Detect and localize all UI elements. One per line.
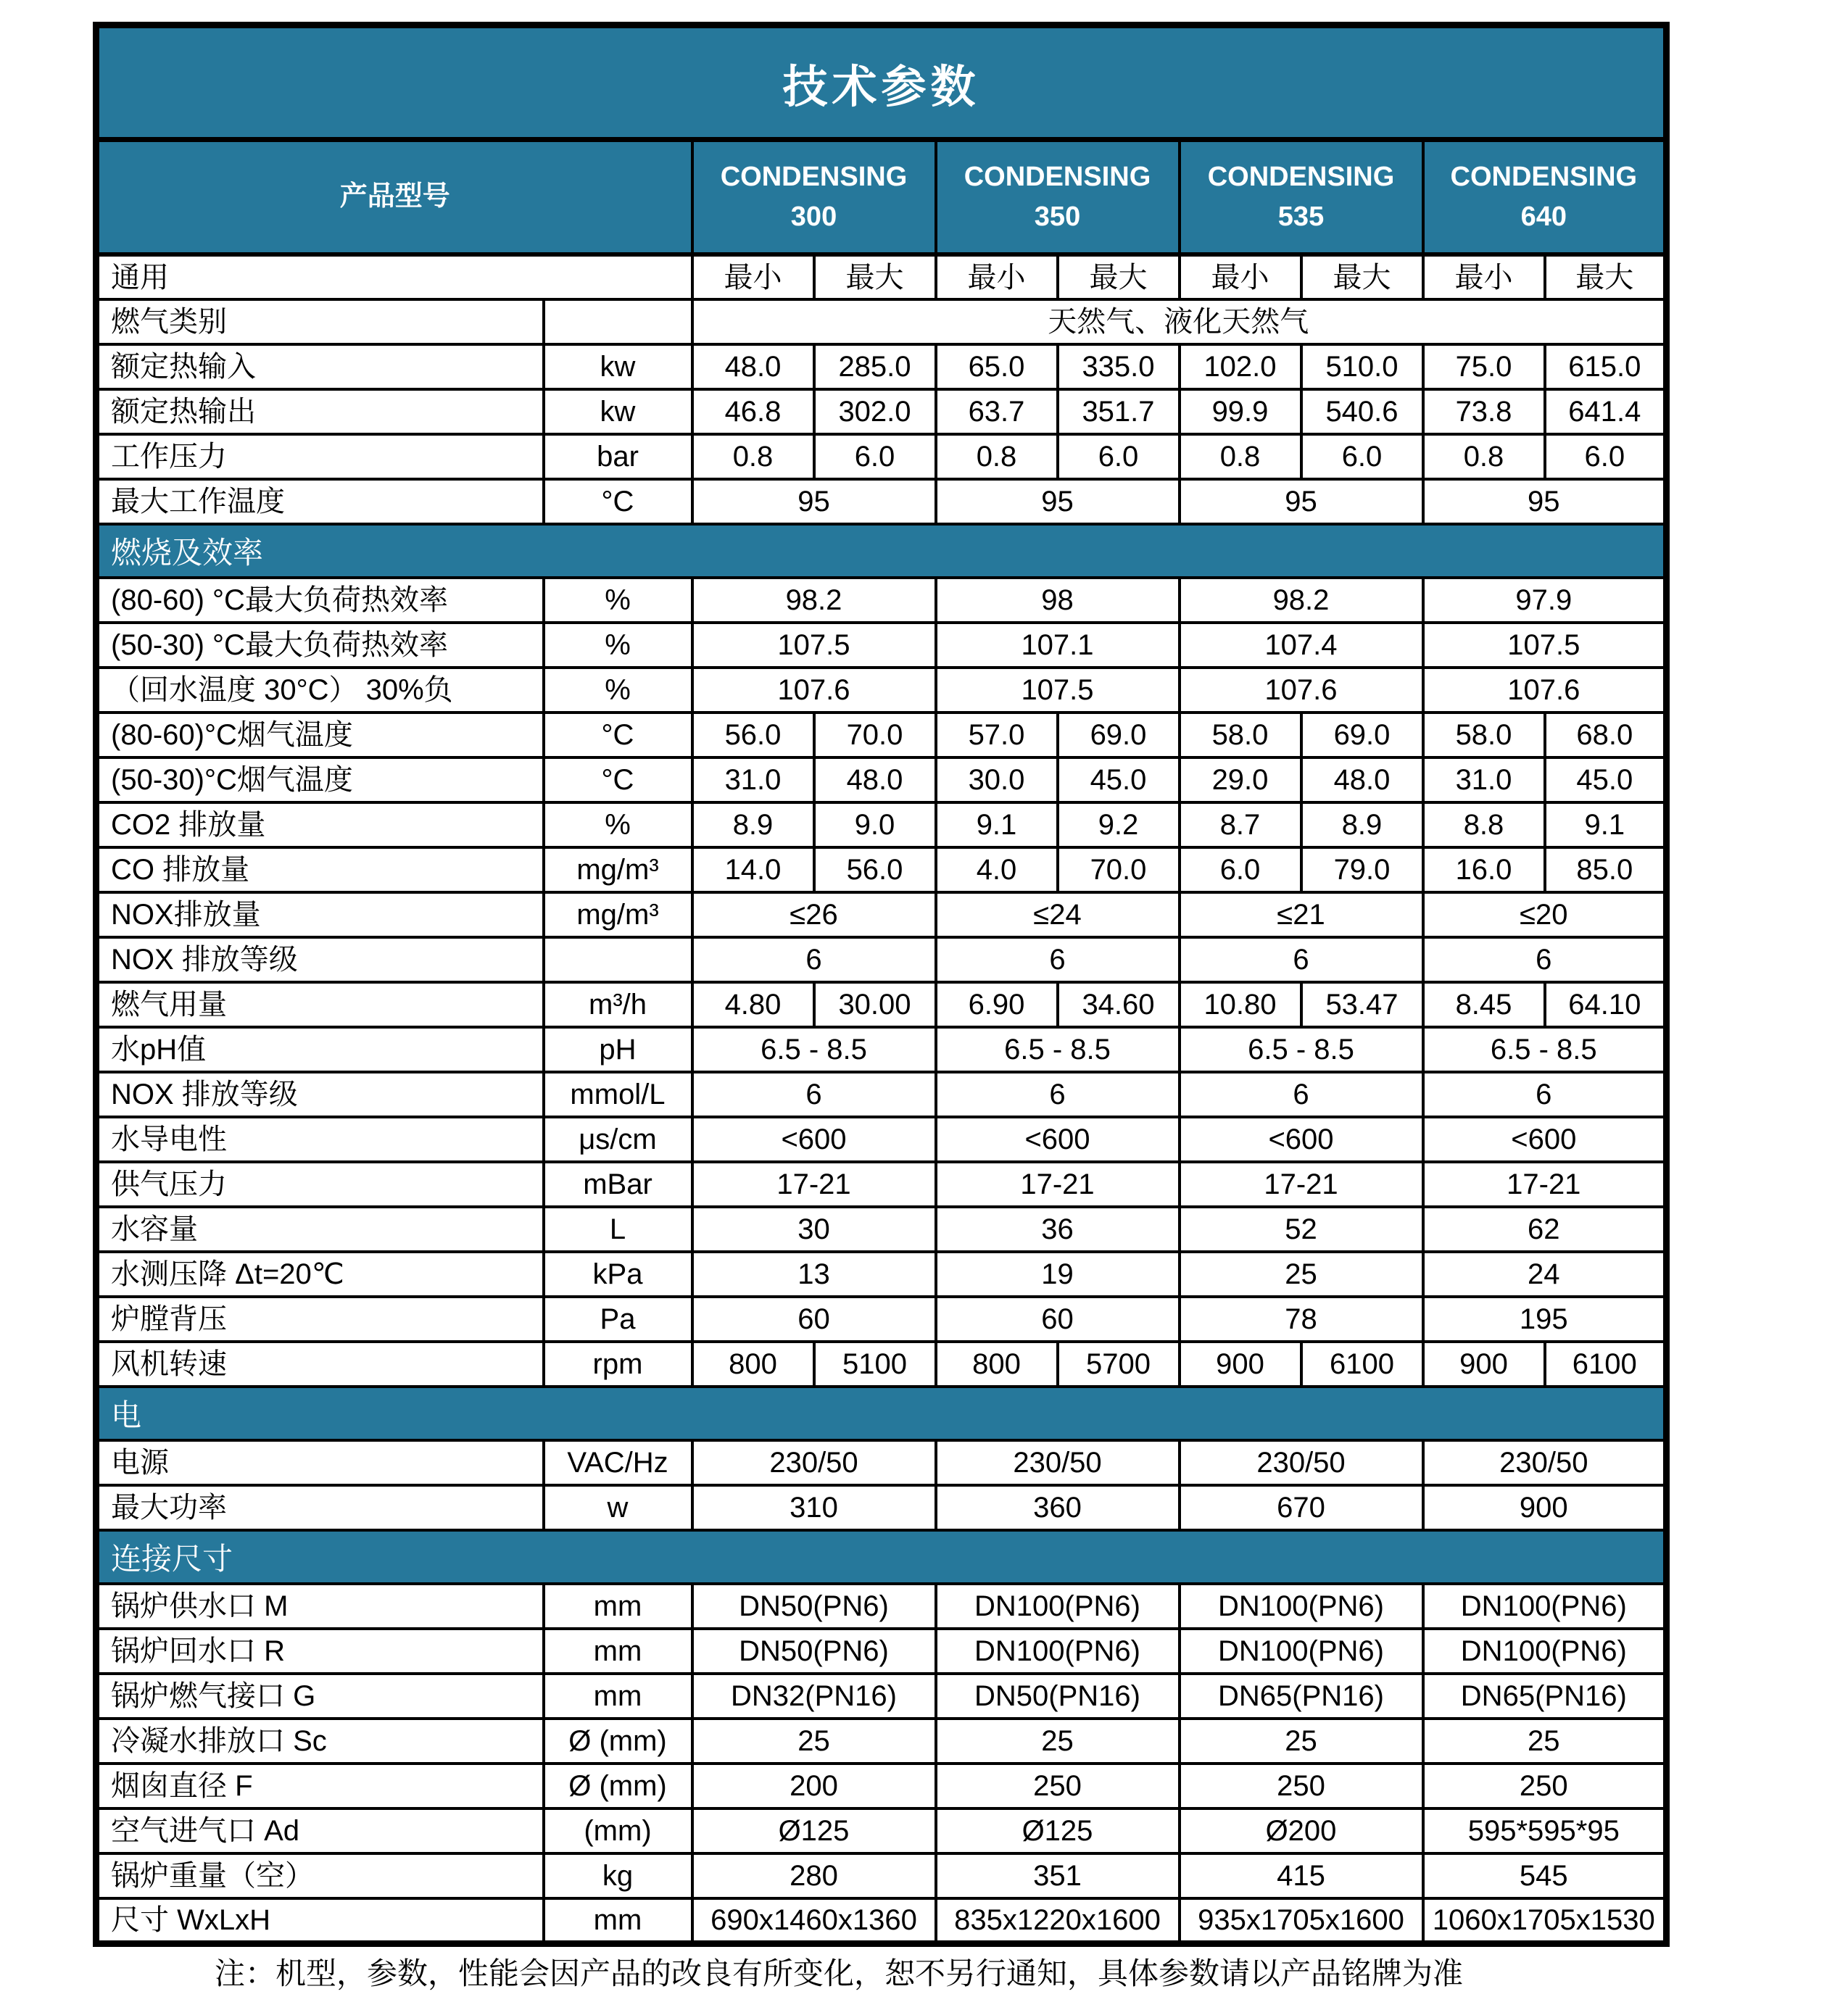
row-label: 锅炉燃气接口 G bbox=[96, 1674, 544, 1719]
cell-value: 900 bbox=[1180, 1342, 1301, 1387]
cell-value: 6 bbox=[692, 937, 936, 982]
cell-value: 95 bbox=[1180, 479, 1423, 524]
row-label: 额定热输入 bbox=[96, 344, 544, 389]
cell-value: 107.1 bbox=[936, 623, 1180, 668]
table-row bbox=[96, 623, 1667, 668]
cell-value: 8.9 bbox=[1301, 802, 1423, 847]
cell-value: 24 bbox=[1423, 1252, 1667, 1297]
product-model: 300 bbox=[790, 202, 837, 232]
cell-value: DN100(PN6) bbox=[1180, 1584, 1423, 1629]
cell-value: 230/50 bbox=[1423, 1440, 1667, 1485]
cell-value: 415 bbox=[1180, 1853, 1423, 1898]
cell-value: 6 bbox=[936, 1072, 1180, 1117]
cell-value: 63.7 bbox=[936, 389, 1058, 434]
cell-value: 545 bbox=[1423, 1853, 1667, 1898]
max-header: 最大 bbox=[1545, 254, 1667, 299]
row-label: 水测压降 Δt=20℃ bbox=[96, 1252, 544, 1297]
product-header-350 bbox=[936, 140, 1180, 255]
cell-value: 595*595*95 bbox=[1423, 1808, 1667, 1853]
product-model: 640 bbox=[1520, 202, 1567, 232]
row-label: NOX 排放等级 bbox=[96, 1072, 544, 1117]
cell-value: 250 bbox=[936, 1764, 1180, 1808]
cell-value: 48.0 bbox=[1301, 757, 1423, 802]
min-header: 最小 bbox=[936, 254, 1058, 299]
row-unit: mg/m³ bbox=[544, 847, 692, 892]
cell-value: 57.0 bbox=[936, 713, 1058, 757]
cell-value: 6.0 bbox=[1058, 434, 1180, 479]
product-header-640 bbox=[1423, 140, 1667, 255]
row-label: 燃气用量 bbox=[96, 982, 544, 1027]
cell-value: 9.0 bbox=[814, 802, 936, 847]
cell-value: 0.8 bbox=[1180, 434, 1301, 479]
cell-value: 335.0 bbox=[1058, 344, 1180, 389]
row-label: (80-60)°C烟气温度 bbox=[96, 713, 544, 757]
row-unit: mmol/L bbox=[544, 1072, 692, 1117]
cell-value: 107.5 bbox=[692, 623, 936, 668]
cell-value: DN50(PN6) bbox=[692, 1584, 936, 1629]
cell-value: 302.0 bbox=[814, 389, 936, 434]
cell-value: 60 bbox=[692, 1297, 936, 1342]
table-row bbox=[96, 892, 1667, 937]
cell-value: 48.0 bbox=[814, 757, 936, 802]
row-label: 工作压力 bbox=[96, 434, 544, 479]
table-row bbox=[96, 1297, 1667, 1342]
cell-value: 17-21 bbox=[1180, 1162, 1423, 1207]
row-label: 风机转速 bbox=[96, 1342, 544, 1387]
cell-value: 835x1220x1600 bbox=[936, 1898, 1180, 1943]
row-unit: mm bbox=[544, 1584, 692, 1629]
cell-value: 107.4 bbox=[1180, 623, 1423, 668]
cell-value: 6.0 bbox=[1180, 847, 1301, 892]
cell-value: 351 bbox=[936, 1853, 1180, 1898]
row-label: 炉膛背压 bbox=[96, 1297, 544, 1342]
cell-value: 107.5 bbox=[936, 668, 1180, 713]
cell-value: ≤26 bbox=[692, 892, 936, 937]
row-label: 锅炉回水口 R bbox=[96, 1629, 544, 1674]
cell-value: 900 bbox=[1423, 1485, 1667, 1530]
cell-value: 540.6 bbox=[1301, 389, 1423, 434]
cell-value: 107.6 bbox=[1423, 668, 1667, 713]
cell-value: 200 bbox=[692, 1764, 936, 1808]
cell-value: 9.1 bbox=[1545, 802, 1667, 847]
cell-value: 95 bbox=[936, 479, 1180, 524]
row-unit: % bbox=[544, 623, 692, 668]
table-row bbox=[96, 1584, 1667, 1629]
row-unit: °C bbox=[544, 479, 692, 524]
cell-value: 280 bbox=[692, 1853, 936, 1898]
cell-value: DN100(PN6) bbox=[936, 1629, 1180, 1674]
cell-value: 0.8 bbox=[692, 434, 814, 479]
cell-value: 48.0 bbox=[692, 344, 814, 389]
cell-value: Ø200 bbox=[1180, 1808, 1423, 1853]
cell-value: <600 bbox=[1180, 1117, 1423, 1162]
cell-value: 25 bbox=[936, 1719, 1180, 1764]
table-row bbox=[96, 1252, 1667, 1297]
row-unit: kw bbox=[544, 389, 692, 434]
cell-value: 17-21 bbox=[1423, 1162, 1667, 1207]
cell-value: ≤24 bbox=[936, 892, 1180, 937]
cell-value: 98.2 bbox=[692, 578, 936, 623]
section-row bbox=[96, 1530, 1667, 1584]
cell-value: 285.0 bbox=[814, 344, 936, 389]
general-minmax-row bbox=[96, 254, 1667, 299]
cell-value: DN100(PN6) bbox=[936, 1584, 1180, 1629]
table-row bbox=[96, 1117, 1667, 1162]
cell-value: <600 bbox=[692, 1117, 936, 1162]
cell-value: 6 bbox=[1423, 1072, 1667, 1117]
cell-value: 5100 bbox=[814, 1342, 936, 1387]
cell-value: 65.0 bbox=[936, 344, 1058, 389]
row-unit: °C bbox=[544, 757, 692, 802]
row-unit: % bbox=[544, 578, 692, 623]
row-unit: VAC/Hz bbox=[544, 1440, 692, 1485]
cell-value: 53.47 bbox=[1301, 982, 1423, 1027]
table-row bbox=[96, 1674, 1667, 1719]
row-unit: w bbox=[544, 1485, 692, 1530]
cell-value: 900 bbox=[1423, 1342, 1545, 1387]
cell-value: 230/50 bbox=[692, 1440, 936, 1485]
min-header: 最小 bbox=[1423, 254, 1545, 299]
cell-value: 1060x1705x1530 bbox=[1423, 1898, 1667, 1943]
product-name: CONDENSING bbox=[720, 161, 908, 192]
cell-value: 8.9 bbox=[692, 802, 814, 847]
cell-value: 13 bbox=[692, 1252, 936, 1297]
table-row bbox=[96, 1485, 1667, 1530]
cell-value: DN50(PN6) bbox=[692, 1629, 936, 1674]
cell-value: 58.0 bbox=[1180, 713, 1301, 757]
cell-value: 0.8 bbox=[1423, 434, 1545, 479]
cell-value: 8.45 bbox=[1423, 982, 1545, 1027]
cell-value: 310 bbox=[692, 1485, 936, 1530]
cell-value: DN65(PN16) bbox=[1180, 1674, 1423, 1719]
cell-value: 97.9 bbox=[1423, 578, 1667, 623]
cell-value: 6 bbox=[692, 1072, 936, 1117]
cell-value: 195 bbox=[1423, 1297, 1667, 1342]
row-unit: Pa bbox=[544, 1297, 692, 1342]
cell-value: 70.0 bbox=[1058, 847, 1180, 892]
cell-value: 6.5 - 8.5 bbox=[1423, 1027, 1667, 1072]
product-header-row bbox=[96, 140, 1667, 255]
cell-value: 95 bbox=[1423, 479, 1667, 524]
cell-value: Ø125 bbox=[692, 1808, 936, 1853]
cell-value: 25 bbox=[1180, 1252, 1423, 1297]
row-unit: pH bbox=[544, 1027, 692, 1072]
cell-value: 641.4 bbox=[1545, 389, 1667, 434]
table-row bbox=[96, 1027, 1667, 1072]
cell-value: 6100 bbox=[1301, 1342, 1423, 1387]
row-label: 烟囱直径 F bbox=[96, 1764, 544, 1808]
cell-value: 69.0 bbox=[1058, 713, 1180, 757]
row-label: (50-30)°C烟气温度 bbox=[96, 757, 544, 802]
cell-value: 800 bbox=[692, 1342, 814, 1387]
row-unit: kg bbox=[544, 1853, 692, 1898]
table-row bbox=[96, 937, 1667, 982]
table-row bbox=[96, 1764, 1667, 1808]
row-unit: mm bbox=[544, 1674, 692, 1719]
max-header: 最大 bbox=[1058, 254, 1180, 299]
title-row bbox=[96, 25, 1667, 140]
cell-value: 79.0 bbox=[1301, 847, 1423, 892]
row-label: 冷凝水排放口 Sc bbox=[96, 1719, 544, 1764]
row-unit: mm bbox=[544, 1898, 692, 1943]
cell-value: 30.00 bbox=[814, 982, 936, 1027]
row-label: 最大工作温度 bbox=[96, 479, 544, 524]
row-label: 最大功率 bbox=[96, 1485, 544, 1530]
table-row bbox=[96, 299, 1667, 344]
page-title: 技术参数 bbox=[96, 25, 1667, 140]
row-unit: μs/cm bbox=[544, 1117, 692, 1162]
cell-value: 6100 bbox=[1545, 1342, 1667, 1387]
product-model-header: 产品型号 bbox=[96, 140, 692, 255]
row-unit: Ø (mm) bbox=[544, 1719, 692, 1764]
cell-value: <600 bbox=[936, 1117, 1180, 1162]
product-model: 350 bbox=[1034, 202, 1081, 232]
row-label: （回水温度 30°C） 30%负 bbox=[96, 668, 544, 713]
row-label: NOX排放量 bbox=[96, 892, 544, 937]
cell-value: <600 bbox=[1423, 1117, 1667, 1162]
row-label: 锅炉重量（空） bbox=[96, 1853, 544, 1898]
cell-value: 75.0 bbox=[1423, 344, 1545, 389]
product-name: CONDENSING bbox=[1207, 161, 1395, 192]
cell-value: 17-21 bbox=[692, 1162, 936, 1207]
row-unit: L bbox=[544, 1207, 692, 1252]
cell-value: DN65(PN16) bbox=[1423, 1674, 1667, 1719]
table-row bbox=[96, 982, 1667, 1027]
row-label: 供气压力 bbox=[96, 1162, 544, 1207]
cell-value: ≤21 bbox=[1180, 892, 1423, 937]
cell-value: 107.6 bbox=[692, 668, 936, 713]
row-label: 水导电性 bbox=[96, 1117, 544, 1162]
table-row bbox=[96, 389, 1667, 434]
row-unit: kw bbox=[544, 344, 692, 389]
cell-value: 10.80 bbox=[1180, 982, 1301, 1027]
cell-value: DN100(PN6) bbox=[1180, 1629, 1423, 1674]
row-label: CO2 排放量 bbox=[96, 802, 544, 847]
section-header-label: 连接尺寸 bbox=[96, 1530, 1667, 1584]
row-unit: bar bbox=[544, 434, 692, 479]
table-row bbox=[96, 1629, 1667, 1674]
cell-value: DN50(PN16) bbox=[936, 1674, 1180, 1719]
table-row bbox=[96, 1072, 1667, 1117]
technical-parameters-table bbox=[93, 22, 1670, 1947]
row-label: CO 排放量 bbox=[96, 847, 544, 892]
row-label: 水pH值 bbox=[96, 1027, 544, 1072]
cell-value: 6 bbox=[936, 937, 1180, 982]
row-unit: mg/m³ bbox=[544, 892, 692, 937]
table-row bbox=[96, 1342, 1667, 1387]
row-label: 电源 bbox=[96, 1440, 544, 1485]
cell-value: 935x1705x1600 bbox=[1180, 1898, 1423, 1943]
cell-value: 98 bbox=[936, 578, 1180, 623]
row-label: 燃气类别 bbox=[96, 299, 544, 344]
cell-value: 690x1460x1360 bbox=[692, 1898, 936, 1943]
cell-value: 31.0 bbox=[692, 757, 814, 802]
table-row bbox=[96, 1719, 1667, 1764]
cell-value: 56.0 bbox=[692, 713, 814, 757]
cell-value: 34.60 bbox=[1058, 982, 1180, 1027]
product-name: CONDENSING bbox=[964, 161, 1151, 192]
table-row bbox=[96, 713, 1667, 757]
cell-value: 45.0 bbox=[1545, 757, 1667, 802]
cell-value: 4.0 bbox=[936, 847, 1058, 892]
cell-value: 56.0 bbox=[814, 847, 936, 892]
cell-value: 60 bbox=[936, 1297, 1180, 1342]
cell-value: 95 bbox=[692, 479, 936, 524]
table-row bbox=[96, 802, 1667, 847]
cell-value: 85.0 bbox=[1545, 847, 1667, 892]
section-row bbox=[96, 524, 1667, 578]
cell-value: DN100(PN6) bbox=[1423, 1584, 1667, 1629]
cell-value: 14.0 bbox=[692, 847, 814, 892]
section-header-label: 电 bbox=[96, 1387, 1667, 1440]
cell-value: 19 bbox=[936, 1252, 1180, 1297]
cell-value: 25 bbox=[1180, 1719, 1423, 1764]
table-row bbox=[96, 847, 1667, 892]
cell-value: 25 bbox=[692, 1719, 936, 1764]
cell-value: 6.90 bbox=[936, 982, 1058, 1027]
cell-value: 6.0 bbox=[1301, 434, 1423, 479]
cell-value: 64.10 bbox=[1545, 982, 1667, 1027]
table-row bbox=[96, 578, 1667, 623]
row-unit bbox=[544, 299, 692, 344]
row-unit: mm bbox=[544, 1629, 692, 1674]
cell-value: 58.0 bbox=[1423, 713, 1545, 757]
row-unit: % bbox=[544, 802, 692, 847]
cell-value: Ø125 bbox=[936, 1808, 1180, 1853]
cell-value: 510.0 bbox=[1301, 344, 1423, 389]
cell-value: 29.0 bbox=[1180, 757, 1301, 802]
table-row bbox=[96, 668, 1667, 713]
cell-value: 102.0 bbox=[1180, 344, 1301, 389]
cell-value: 230/50 bbox=[1180, 1440, 1423, 1485]
cell-value: 250 bbox=[1423, 1764, 1667, 1808]
cell-value: 52 bbox=[1180, 1207, 1423, 1252]
cell-value: 31.0 bbox=[1423, 757, 1545, 802]
cell-value: 25 bbox=[1423, 1719, 1667, 1764]
cell-value: 30.0 bbox=[936, 757, 1058, 802]
cell-value: 670 bbox=[1180, 1485, 1423, 1530]
table-row bbox=[96, 1853, 1667, 1898]
cell-value: 615.0 bbox=[1545, 344, 1667, 389]
max-header: 最大 bbox=[1301, 254, 1423, 299]
row-unit: mBar bbox=[544, 1162, 692, 1207]
cell-value: 107.6 bbox=[1180, 668, 1423, 713]
table-row bbox=[96, 757, 1667, 802]
row-unit bbox=[544, 937, 692, 982]
row-unit: kPa bbox=[544, 1252, 692, 1297]
row-unit: °C bbox=[544, 713, 692, 757]
row-label: 额定热输出 bbox=[96, 389, 544, 434]
row-label: 水容量 bbox=[96, 1207, 544, 1252]
row-unit: rpm bbox=[544, 1342, 692, 1387]
section-row bbox=[96, 1387, 1667, 1440]
product-header-535 bbox=[1180, 140, 1423, 255]
row-label: (50-30) °C最大负荷热效率 bbox=[96, 623, 544, 668]
cell-value: 16.0 bbox=[1423, 847, 1545, 892]
general-row-label: 通用 bbox=[96, 254, 692, 299]
cell-value: 8.7 bbox=[1180, 802, 1301, 847]
cell-value: 69.0 bbox=[1301, 713, 1423, 757]
row-label: 锅炉供水口 M bbox=[96, 1584, 544, 1629]
max-header: 最大 bbox=[814, 254, 936, 299]
cell-value: 360 bbox=[936, 1485, 1180, 1530]
row-unit: % bbox=[544, 668, 692, 713]
cell-value: 5700 bbox=[1058, 1342, 1180, 1387]
table-row bbox=[96, 1440, 1667, 1485]
min-header: 最小 bbox=[692, 254, 814, 299]
row-unit: (mm) bbox=[544, 1808, 692, 1853]
cell-value: 6 bbox=[1180, 1072, 1423, 1117]
table-row bbox=[96, 1898, 1667, 1943]
cell-value: 9.2 bbox=[1058, 802, 1180, 847]
cell-value: DN100(PN6) bbox=[1423, 1629, 1667, 1674]
cell-value: 98.2 bbox=[1180, 578, 1423, 623]
section-header-label: 燃烧及效率 bbox=[96, 524, 1667, 578]
row-label: 尺寸 WxLxH bbox=[96, 1898, 544, 1943]
cell-value: 68.0 bbox=[1545, 713, 1667, 757]
cell-value: 6.5 - 8.5 bbox=[936, 1027, 1180, 1072]
cell-value: 6 bbox=[1423, 937, 1667, 982]
cell-value: 46.8 bbox=[692, 389, 814, 434]
cell-value: 0.8 bbox=[936, 434, 1058, 479]
cell-value: 4.80 bbox=[692, 982, 814, 1027]
cell-value: DN32(PN16) bbox=[692, 1674, 936, 1719]
product-header-300 bbox=[692, 140, 936, 255]
cell-value: 6.5 - 8.5 bbox=[692, 1027, 936, 1072]
cell-value: 800 bbox=[936, 1342, 1058, 1387]
cell-value: 107.5 bbox=[1423, 623, 1667, 668]
cell-value: 78 bbox=[1180, 1297, 1423, 1342]
cell-value: 30 bbox=[692, 1207, 936, 1252]
cell-value: 6.0 bbox=[814, 434, 936, 479]
row-label: NOX 排放等级 bbox=[96, 937, 544, 982]
table-row bbox=[96, 1808, 1667, 1853]
cell-value: 8.8 bbox=[1423, 802, 1545, 847]
cell-value: 351.7 bbox=[1058, 389, 1180, 434]
cell-value: 45.0 bbox=[1058, 757, 1180, 802]
row-label: 空气进气口 Ad bbox=[96, 1808, 544, 1853]
cell-value: 6 bbox=[1180, 937, 1423, 982]
cell-value: 6.5 - 8.5 bbox=[1180, 1027, 1423, 1072]
min-header: 最小 bbox=[1180, 254, 1301, 299]
cell-value: 70.0 bbox=[814, 713, 936, 757]
table-row bbox=[96, 1162, 1667, 1207]
cell-value: 6.0 bbox=[1545, 434, 1667, 479]
table-row bbox=[96, 434, 1667, 479]
table-row bbox=[96, 479, 1667, 524]
cell-value: 36 bbox=[936, 1207, 1180, 1252]
footnote: 注：机型，参数，性能会因产品的改良有所变化，恕不另行通知，具体参数请以产品铭牌为准 bbox=[215, 1956, 1464, 1990]
table-row bbox=[96, 344, 1667, 389]
row-unit: m³/h bbox=[544, 982, 692, 1027]
cell-value: 250 bbox=[1180, 1764, 1423, 1808]
cell-value: 17-21 bbox=[936, 1162, 1180, 1207]
cell-value: 73.8 bbox=[1423, 389, 1545, 434]
cell-value: 62 bbox=[1423, 1207, 1667, 1252]
cell-value: ≤20 bbox=[1423, 892, 1667, 937]
cell-value: 天然气、液化天然气 bbox=[692, 299, 1667, 344]
row-unit: Ø (mm) bbox=[544, 1764, 692, 1808]
product-name: CONDENSING bbox=[1450, 161, 1638, 192]
cell-value: 99.9 bbox=[1180, 389, 1301, 434]
product-model: 535 bbox=[1277, 202, 1325, 232]
row-label: (80-60) °C最大负荷热效率 bbox=[96, 578, 544, 623]
cell-value: 230/50 bbox=[936, 1440, 1180, 1485]
cell-value: 9.1 bbox=[936, 802, 1058, 847]
table-row bbox=[96, 1207, 1667, 1252]
